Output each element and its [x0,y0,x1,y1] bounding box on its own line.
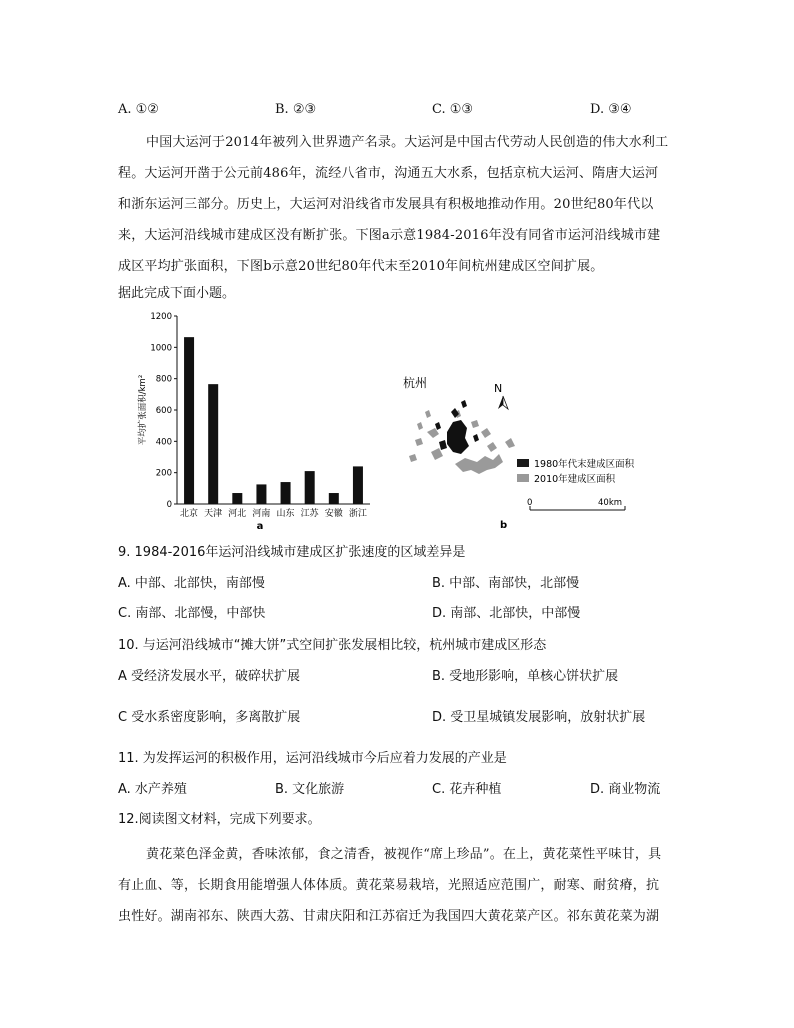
q11-option-a: A. 水产养殖 [118,782,187,797]
chart-panel-label: a [256,521,264,532]
bar-北京 [184,337,194,504]
legend-label-1980s: 1980年代末建成区面积 [534,459,635,470]
q8-option-b: B. ②③ [275,102,317,117]
instruction: 据此完成下面小题。 [118,286,236,301]
q8-option-c: C. ①③ [432,102,474,117]
x-category-label: 山东 [276,509,295,519]
y-tick-label: 200 [155,468,172,479]
bar-浙江 [353,466,363,504]
q12-line-1: 黄花菜色泽金黄，香味浓郁，食之清香，被视作“席上珍品”。在上，黄花菜性平味甘，具 [146,847,662,862]
q9-stem: 9. 1984-2016年运河沿线城市建成区扩张速度的区域差异是 [118,545,466,560]
passage1-line-1: 中国大运河于2014年被列入世界遗产名录。大运河是中国古代劳动人民创造的伟大水利工 [146,135,669,150]
x-category-label: 河北 [228,509,247,519]
y-tick-label: 1200 [150,312,172,322]
q11-option-c: C. 花卉种植 [432,782,502,797]
q12-line-3: 虫性好。湖南祁东、陕西大荔、甘肃庆阳和江苏宿迁为我国四大黄花菜产区。祁东黄花菜为湖 [118,909,660,924]
bar-安徽 [329,493,339,504]
x-category-label: 江苏 [300,509,319,519]
legend-swatch-2010 [517,474,529,482]
bar-河南 [256,484,266,504]
passage1-line-4: 来，大运河沿线城市建成区没有断扩张。下图a示意1984-2016年没有同省市运河沿线城市建 [118,228,661,243]
bar-天津 [208,384,218,504]
q10-option-c: C 受水系密度影响，多离散扩展 [118,710,301,725]
x-category-label: 浙江 [348,509,367,519]
q10-option-d: D. 受卫星城镇发展影响，放射状扩展 [432,710,646,725]
q11-stem: 11. 为发挥运河的积极作用，运河沿线城市今后应着力发展的产业是 [118,751,507,766]
x-category-label: 河南 [252,509,271,519]
q11-option-b: B. 文化旅游 [275,782,345,797]
legend-swatch-1980s [517,459,529,467]
hangzhou-map [395,372,675,532]
q10-option-a: A 受经济发展水平，破碎状扩展 [118,669,301,684]
map-title: 杭州 [403,376,428,390]
y-axis-label: 平均扩张面积/km² [138,374,148,446]
q12-line-2: 有止血、等，长期食用能增强人体体质。黄花菜易栽培，光照适应范围广，耐寒、耐贫瘠，抗 [118,878,660,893]
x-category-label: 天津 [204,509,223,519]
q12-stem: 12.阅读图文材料，完成下列要求。 [118,812,321,827]
bar-江苏 [305,471,315,504]
y-tick-label: 400 [155,437,172,448]
north-arrow-icon [498,396,508,409]
built-up-1980s-area [435,400,479,454]
passage1-line-3: 和浙东运河三部分。历史上，大运河对沿线省市发展具有积极地推动作用。20世纪80年代以 [118,197,654,212]
legend-label-2010: 2010年建成区面积 [534,474,616,485]
scale-start: 0 [527,498,533,508]
passage1-line-2: 程。大运河开凿于公元前486年，流经八省市，沟通五大水系，包括京杭大运河、隋唐大运河 [118,166,659,181]
x-category-label: 安徽 [324,509,343,519]
q11-option-d: D. 商业物流 [590,782,661,797]
scale-end: 40km [598,498,623,508]
q9-option-a: A. 中部、北部快，南部慢 [118,576,265,591]
map-panel-label: b [500,520,508,531]
bar-山东 [281,482,291,504]
q9-option-d: D. 南部、北部快，中部慢 [432,606,581,621]
bar-chart [130,308,390,533]
q10-option-b: B. 受地形影响，单核心饼状扩展 [432,669,619,684]
passage1-line-5: 成区平均扩张面积，下图b示意20世纪80年代末至2010年间杭州建成区空间扩展。 [118,259,604,274]
q8-option-d: D. ③④ [590,102,632,117]
q9-option-c: C. 南部、北部慢，中部快 [118,606,266,621]
north-label: N [494,382,503,395]
bar-河北 [232,493,242,504]
q10-stem: 10. 与运河沿线城市“摊大饼”式空间扩张发展相比较，杭州城市建成区形态 [118,638,547,653]
y-tick-label: 600 [155,406,172,416]
y-tick-label: 0 [166,500,172,510]
x-category-label: 北京 [180,509,199,519]
y-tick-label: 1000 [150,343,172,354]
y-tick-label: 800 [155,374,172,385]
q9-option-b: B. 中部、南部快，北部慢 [432,576,580,591]
q8-option-a: A. ①② [118,102,159,117]
